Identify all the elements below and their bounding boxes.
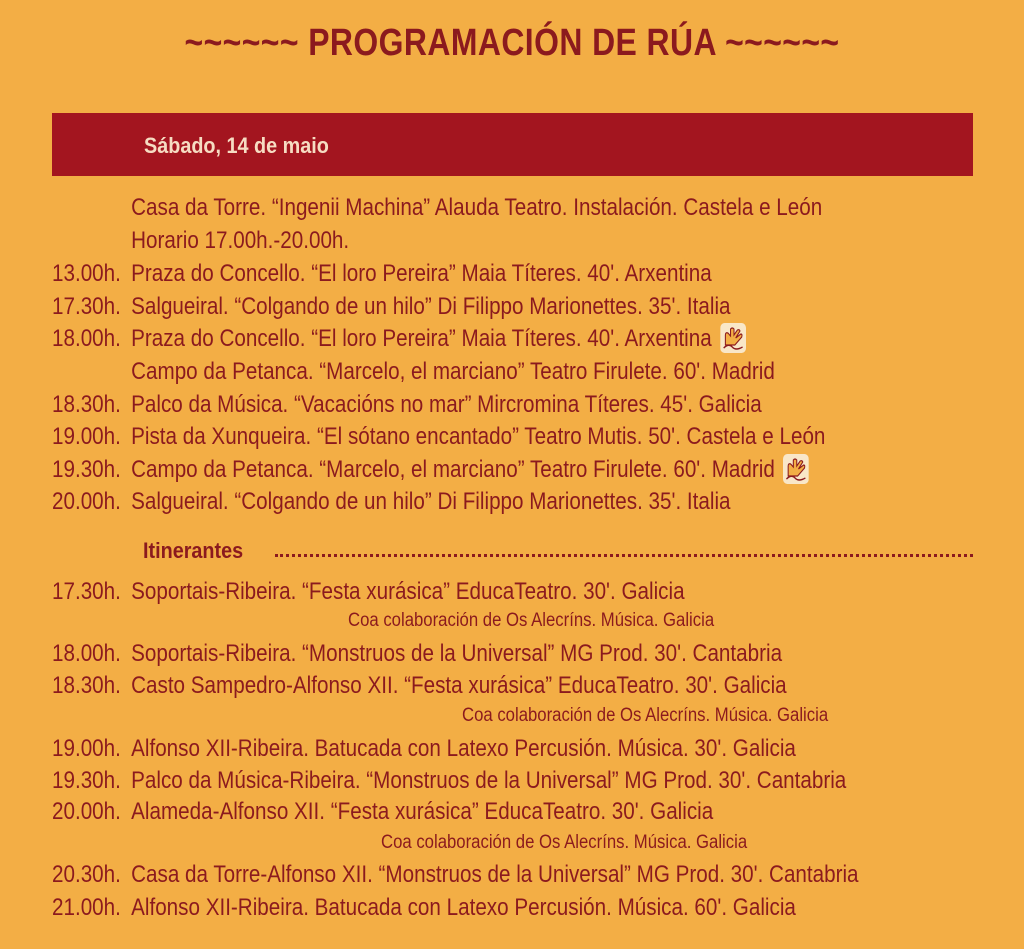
itinerante-row [52, 671, 787, 701]
schedule-time: 17.30h. [52, 293, 121, 320]
schedule-row [52, 487, 731, 517]
schedule-time: 20.00h. [52, 488, 121, 515]
installation-hours: Horario 17.00h.-20.00h. [131, 227, 350, 254]
itinerante-text: Casa da Torre-Alfonso XII. “Monstruos de la Universal” MG Prod. 30'. Cantabria [131, 861, 859, 888]
itinerantes-heading: Itinerantes [143, 536, 973, 566]
sign-language-icon [783, 454, 809, 484]
installation-line: Casa da Torre. “Ingenii Machina” Alauda Teatro. Instalación. Castela e León [131, 194, 823, 221]
itinerante-row [52, 860, 859, 890]
schedule-row [52, 455, 809, 485]
itinerante-time: 19.00h. [52, 735, 121, 762]
itinerante-text: Alfonso XII-Ribeira. Batucada con Latexo Percusión. Música. 30'. Galicia [131, 735, 796, 762]
itinerante-text: Palco da Música-Ribeira. “Monstruos de la Universal” MG Prod. 30'. Cantabria [131, 767, 847, 794]
collaboration-note: Coa colaboración de Os Alecríns. Música. Galicia [462, 705, 829, 726]
itinerante-text: Soportais-Ribeira. “Festa xurásica” EducaTeatro. 30'. Galicia [131, 578, 685, 605]
itinerante-time: 19.30h. [52, 767, 121, 794]
collaboration-note: Coa colaboración de Os Alecríns. Música. Galicia [348, 610, 715, 631]
itinerante-text: Alameda-Alfonso XII. “Festa xurásica” EducaTeatro. 30'. Galicia [131, 798, 714, 825]
page-title: ~~~~~~ PROGRAMACIÓN DE RÚA ~~~~~~ [184, 22, 840, 64]
dotted-leader [275, 554, 973, 557]
schedule-row [52, 324, 746, 354]
itinerante-time: 20.00h. [52, 798, 121, 825]
itinerante-time: 17.30h. [52, 578, 121, 605]
schedule-time: 19.00h. [52, 423, 121, 450]
day-header: Sábado, 14 de maio [144, 133, 329, 158]
schedule-time: 18.30h. [52, 391, 121, 418]
itinerante-time: 20.30h. [52, 861, 121, 888]
schedule-row [52, 422, 825, 452]
itinerante-row [52, 639, 782, 669]
itinerante-row [52, 577, 685, 607]
schedule-row [52, 259, 712, 289]
itinerante-row [52, 766, 846, 796]
schedule-text: Campo da Petanca. “Marcelo, el marciano” Teatro Firulete. 60'. Madrid [131, 456, 775, 483]
schedule-text: Praza do Concello. “El loro Pereira” Maia Títeres. 40'. Arxentina [131, 260, 712, 287]
schedule-text: Pista da Xunqueira. “El sótano encantado” Teatro Mutis. 50'. Castela e León [131, 423, 826, 450]
schedule-time: 19.30h. [52, 456, 121, 483]
itinerante-row [52, 893, 796, 923]
itinerante-text: Casto Sampedro-Alfonso XII. “Festa xurásica” EducaTeatro. 30'. Galicia [131, 672, 787, 699]
schedule-row [52, 357, 775, 387]
schedule-text: Salgueiral. “Colgando de un hilo” Di Filippo Marionettes. 35'. Italia [131, 488, 731, 515]
schedule-row [52, 390, 762, 420]
schedule-text: Campo da Petanca. “Marcelo, el marciano” Teatro Firulete. 60'. Madrid [131, 358, 775, 385]
itinerante-time: 21.00h. [52, 894, 121, 921]
itinerante-text: Soportais-Ribeira. “Monstruos de la Universal” MG Prod. 30'. Cantabria [131, 640, 783, 667]
schedule-text: Palco da Música. “Vacacións no mar” Mircromina Títeres. 45'. Galicia [131, 391, 762, 418]
schedule-text: Salgueiral. “Colgando de un hilo” Di Filippo Marionettes. 35'. Italia [131, 293, 731, 320]
collaboration-note: Coa colaboración de Os Alecríns. Música. Galicia [381, 832, 748, 853]
schedule-time: 13.00h. [52, 260, 121, 287]
itinerante-row [52, 797, 713, 827]
sign-language-icon [720, 323, 746, 353]
schedule-text: Praza do Concello. “El loro Pereira” Maia Títeres. 40'. Arxentina [131, 325, 712, 352]
schedule-time: 18.00h. [52, 325, 121, 352]
itinerante-time: 18.30h. [52, 672, 121, 699]
day-header-bar [52, 113, 973, 176]
itinerante-time: 18.00h. [52, 640, 121, 667]
itinerante-row [52, 734, 796, 764]
schedule-row [52, 292, 731, 322]
itinerante-text: Alfonso XII-Ribeira. Batucada con Latexo Percusión. Música. 60'. Galicia [131, 894, 796, 921]
